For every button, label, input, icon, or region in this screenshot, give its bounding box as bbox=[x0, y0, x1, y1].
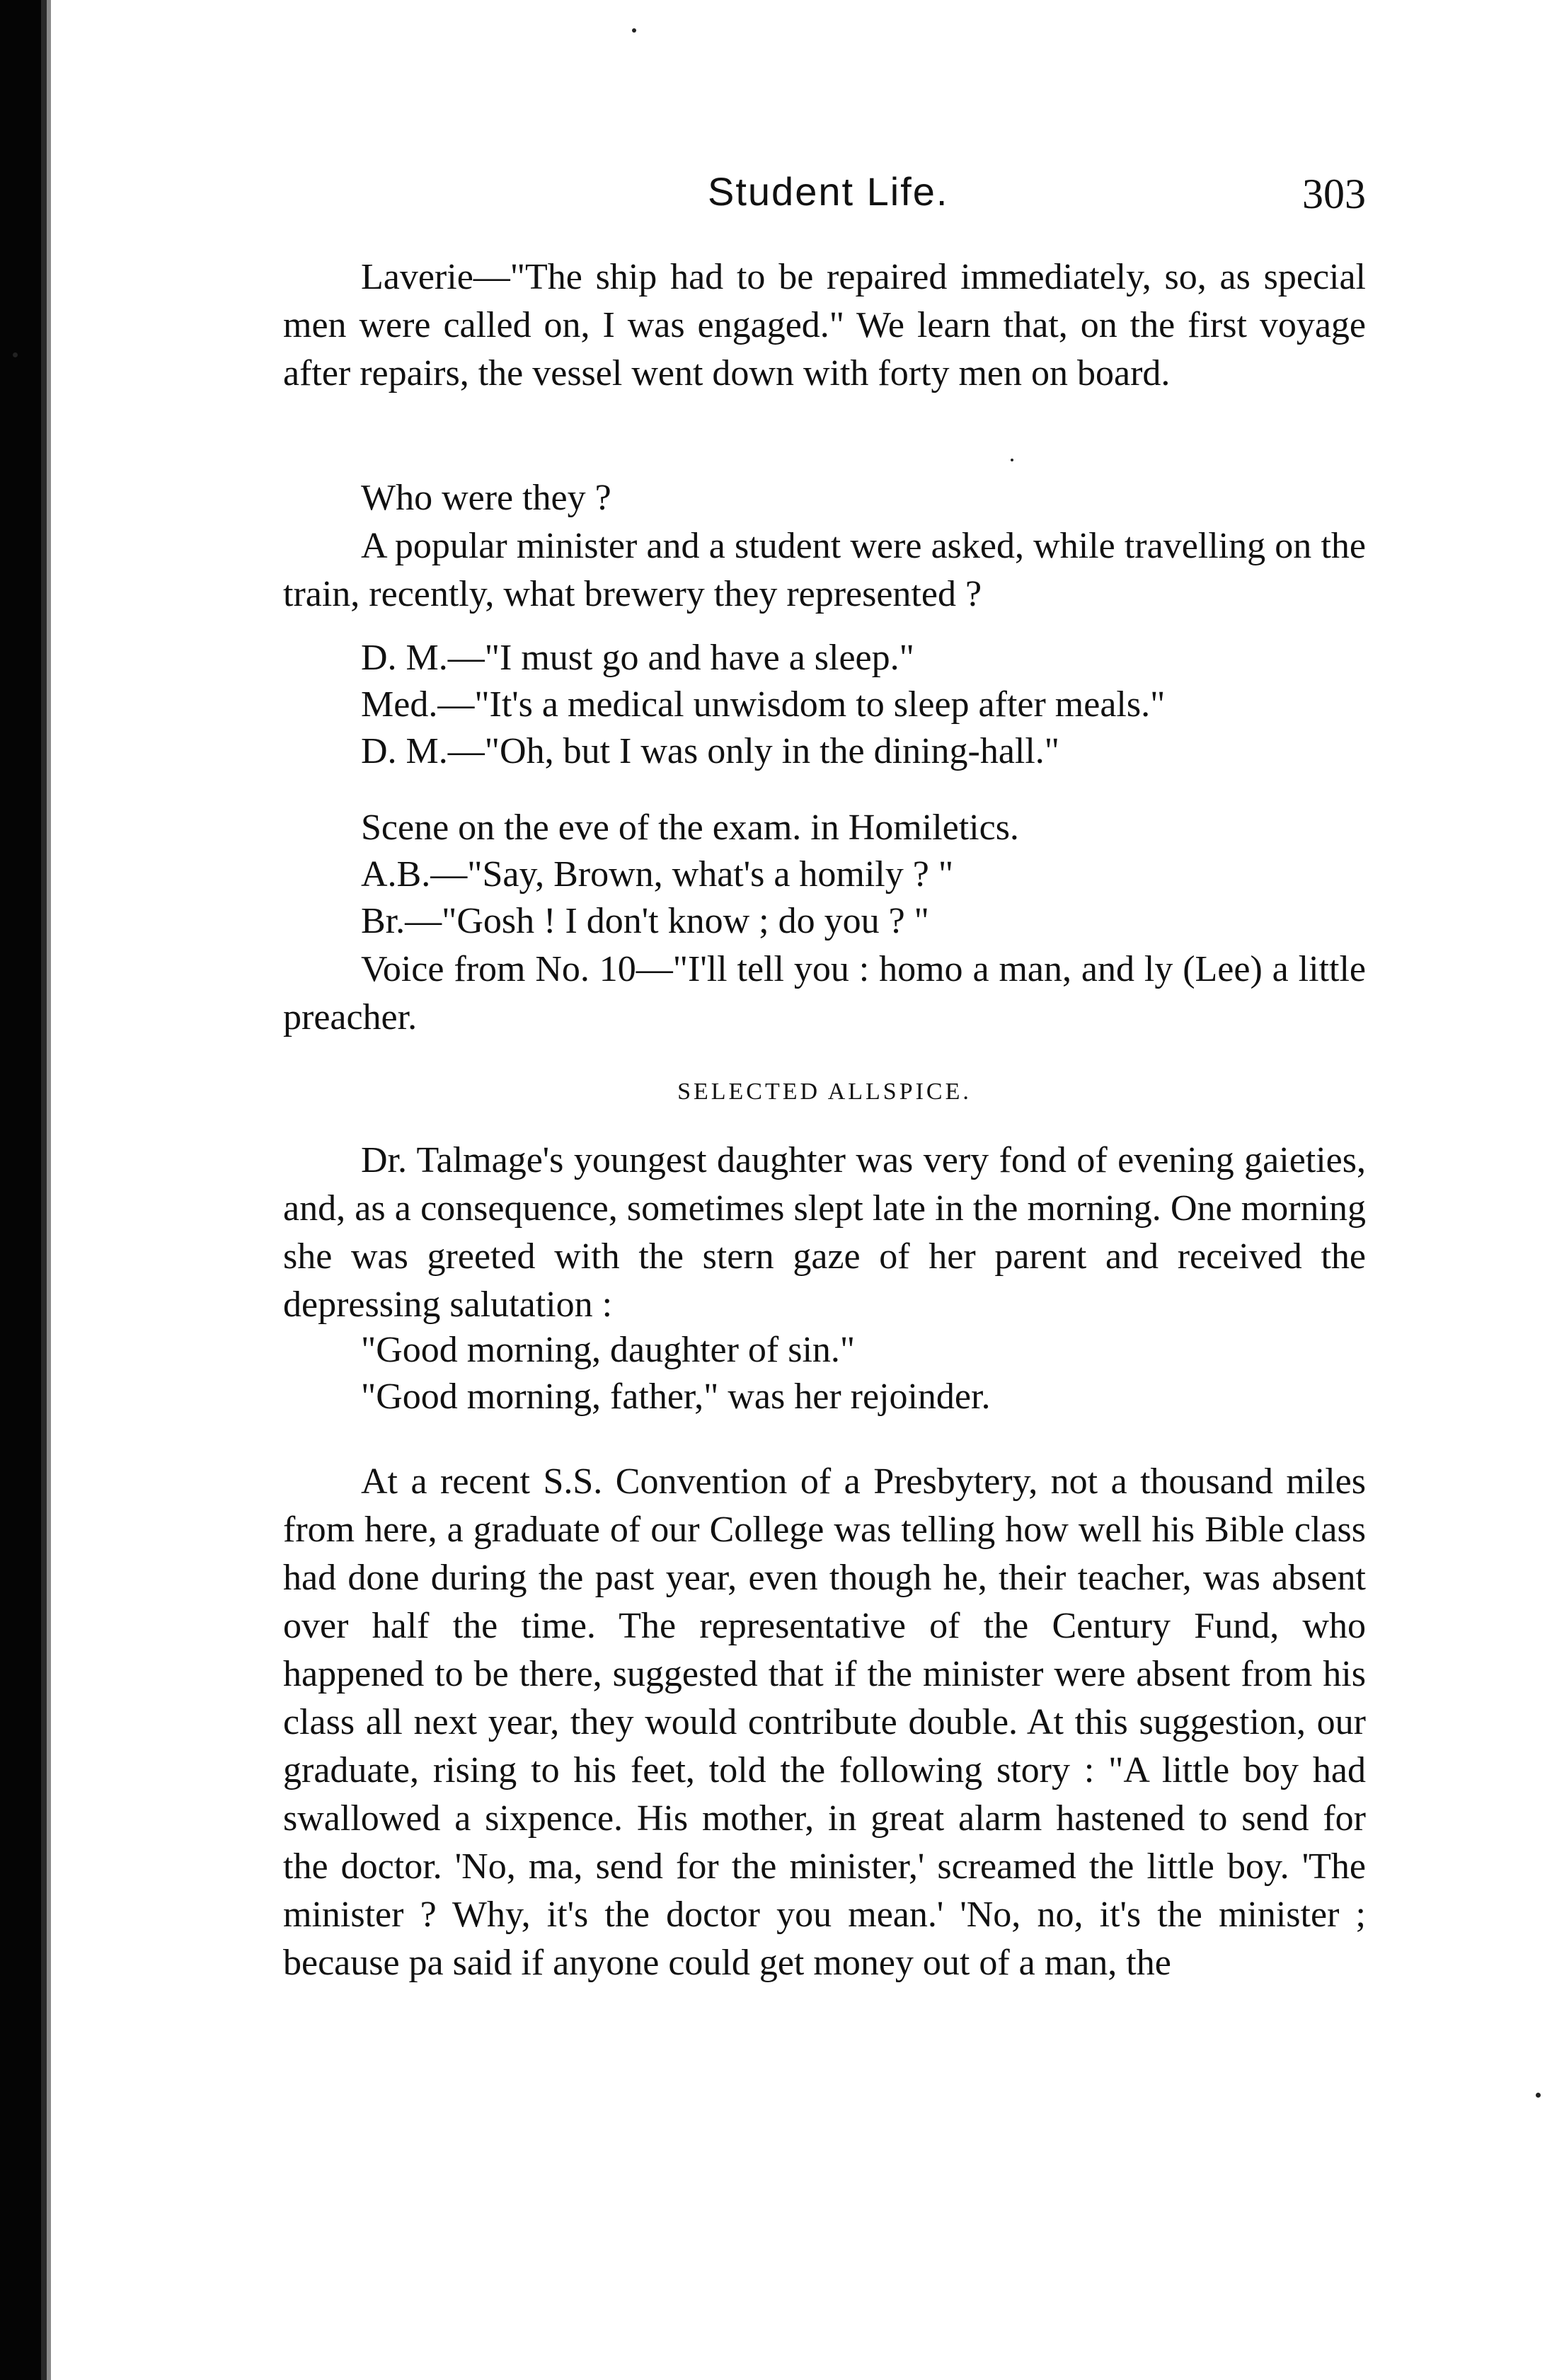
question-line: Who were they ? bbox=[361, 478, 611, 518]
paragraph-convention: At a recent S.S. Convention of a Presbytery, not a thousand miles from here, a graduate of our College was telling how well his Bible class had done during the past year, even though he, their teacher, was absent over half the time. The representative of the Century Fund, who happened to be there, suggested that if the minister were absent from his class all next year, they would contribute double. At this suggestion, our graduate, rising to his feet, told the following story : "A little boy had swallowed a sixpence. His mother, in great alarm hastened to send for the doctor. 'No, ma, send for the minister,' screamed the little boy. 'The minister ? Why, it's the doctor you mean.' 'No, no, it's the minister ; because pa said if anyone could get money out of a man, the bbox=[283, 1461, 1366, 1983]
dialog-line: Med.—"It's a medical unwisdom to sleep after meals." bbox=[361, 684, 1166, 725]
dialog-line: D. M.—"I must go and have a sleep." bbox=[361, 638, 914, 678]
running-head bbox=[283, 168, 1366, 232]
dialog-line: D. M.—"Oh, but I was only in the dining-hall." bbox=[361, 731, 1060, 771]
ink-speck bbox=[1536, 2093, 1541, 2098]
dialog-line: Br.—"Gosh ! I don't know ; do you ? " bbox=[361, 901, 929, 941]
page-title: Student Life. bbox=[708, 169, 949, 214]
ink-speck bbox=[13, 352, 18, 357]
quote-line: "Good morning, daughter of sin." bbox=[361, 1330, 856, 1370]
dialog-line: A.B.—"Say, Brown, what's a homily ? " bbox=[361, 854, 954, 895]
section-heading: SELECTED ALLSPICE. bbox=[677, 1079, 972, 1105]
paragraph-voice: Voice from No. 10—"I'll tell you : homo a man, and ly (Lee) a little preacher. bbox=[283, 949, 1366, 1037]
book-spine-edge bbox=[0, 0, 55, 2380]
quote-line: "Good morning, father," was her rejoinder. bbox=[361, 1376, 991, 1417]
ink-speck bbox=[632, 28, 636, 33]
dialog-line: Scene on the eve of the exam. in Homiletics. bbox=[361, 807, 1019, 848]
paragraph-laverie: Laverie—"The ship had to be repaired immediately, so, as special men were called on, I was engaged." We learn that, on the first voyage after repairs, the vessel went down with forty men on board. bbox=[283, 257, 1366, 393]
ink-speck bbox=[1011, 459, 1013, 461]
paragraph-brewery: A popular minister and a student were asked, while travelling on the train, recently, what brewery they represented ? bbox=[283, 526, 1366, 614]
page-number: 303 bbox=[1302, 171, 1366, 217]
paragraph-talmage: Dr. Talmage's youngest daughter was very fond of evening gaieties, and, as a consequence, sometimes slept late in the morning. One morning she was greeted with the stern gaze of her parent and received the depressing salutation : bbox=[283, 1140, 1366, 1325]
